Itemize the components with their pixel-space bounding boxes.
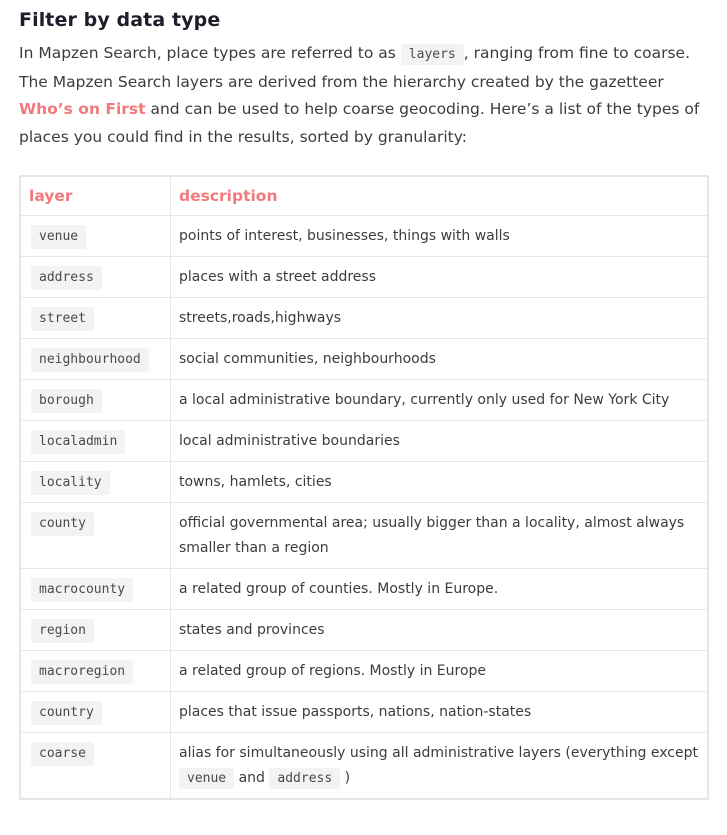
table-row — [20, 339, 708, 380]
intro-text-1: In Mapzen Search, place types are referred to as — [19, 44, 401, 62]
layer-code: coarse — [31, 742, 94, 766]
intro-paragraph — [19, 40, 708, 151]
intro-text-2: , ranging from fine to coarse. The Mapzen Search layers are derived from the hierarchy created by the gazetteer — [19, 44, 690, 91]
layer-description: states and provinces — [171, 610, 709, 651]
address-code: address — [269, 768, 340, 789]
table-row — [20, 569, 708, 610]
table-row — [20, 503, 708, 569]
coarse-desc-3: ) — [340, 770, 351, 786]
coarse-desc-2: and — [234, 770, 270, 786]
table-row — [20, 298, 708, 339]
table-row — [20, 733, 708, 800]
layer-code: county — [31, 512, 94, 536]
layer-code: borough — [31, 389, 102, 413]
intro-text-3: and can be used to help coarse geocoding. Here’s a list of the types of places you could find in the results, sorted by granularity: — [19, 100, 700, 146]
layer-code: venue — [31, 225, 86, 249]
table-row — [20, 257, 708, 298]
layer-description: streets,roads,highways — [171, 298, 709, 339]
table-row — [20, 216, 708, 257]
layer-description — [171, 733, 709, 800]
layer-description: a related group of counties. Mostly in Europe. — [171, 569, 709, 610]
venue-code: venue — [179, 768, 234, 789]
layer-code: macroregion — [31, 660, 133, 684]
layer-code: macrocounty — [31, 578, 133, 602]
table-row — [20, 692, 708, 733]
coarse-desc-1: alias for simultaneously using all administrative layers (everything except — [179, 745, 698, 761]
header-description: description — [171, 176, 709, 216]
layer-code: address — [31, 266, 102, 290]
whos-on-first-link[interactable]: Who’s on First — [19, 100, 146, 118]
layer-description: towns, hamlets, cities — [171, 462, 709, 503]
layer-code: localadmin — [31, 430, 125, 454]
header-layer: layer — [20, 176, 171, 216]
layer-description: places that issue passports, nations, nation-states — [171, 692, 709, 733]
layer-code: locality — [31, 471, 110, 495]
layer-description: social communities, neighbourhoods — [171, 339, 709, 380]
layer-code: country — [31, 701, 102, 725]
layer-description: local administrative boundaries — [171, 421, 709, 462]
table-row — [20, 462, 708, 503]
table-row — [20, 610, 708, 651]
layer-description: official governmental area; usually bigger than a locality, almost always smaller than a region — [171, 503, 709, 569]
layer-description: places with a street address — [171, 257, 709, 298]
layers-code: layers — [401, 44, 464, 65]
layer-description: points of interest, businesses, things with walls — [171, 216, 709, 257]
layer-code: neighbourhood — [31, 348, 149, 372]
table-header-row — [20, 176, 708, 216]
layers-table — [19, 175, 709, 800]
table-row — [20, 421, 708, 462]
layer-code: street — [31, 307, 94, 331]
layer-description: a related group of regions. Mostly in Europe — [171, 651, 709, 692]
section-heading: Filter by data type — [19, 9, 221, 31]
table-row — [20, 380, 708, 421]
layer-description: a local administrative boundary, currently only used for New York City — [171, 380, 709, 421]
layer-code: region — [31, 619, 94, 643]
table-row — [20, 651, 708, 692]
